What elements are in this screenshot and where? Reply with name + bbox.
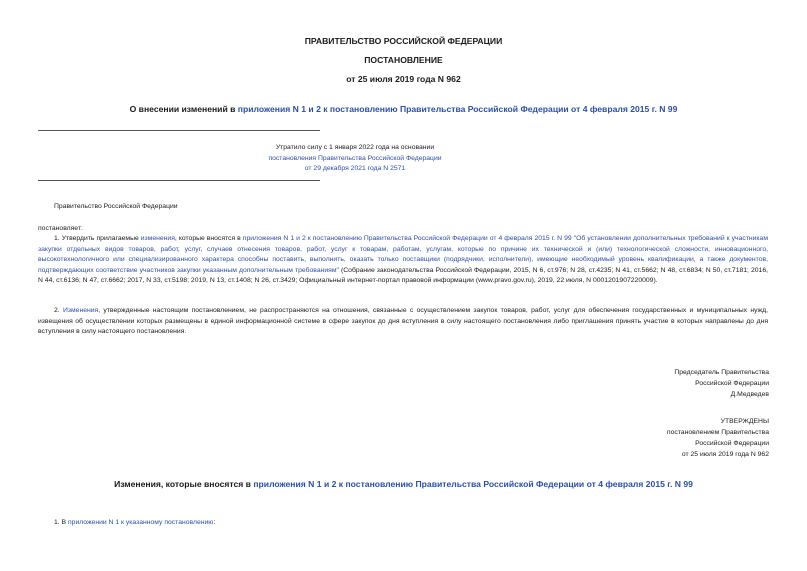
signature-block [674, 367, 769, 400]
document-type: ПОСТАНОВЛЕНИЕ [364, 55, 443, 65]
approval-label: УТВЕРЖДЕНЫ [720, 418, 769, 425]
item1-title-link[interactable]: "Об установлении дополнительных требований к участникам закупки отдельных видов товаров, работ, услуг, случаев отнесения товаров, работ, услуг к товарам, работам, услугам, которые по причине их технической и (или) технологической сложности, инновационного, высокотехнологичного или специализированного характера способны поставить, выполнить, оказать только поставщики (подрядчики, исполнители), имеющие необходимый уровень квалификации, а также документов, подтверждающих соответствие участников закупки указанным дополнительным требованиям" [38, 235, 769, 274]
item2-number: 2. [54, 307, 63, 314]
signature-country: Российской Федерации [695, 380, 769, 387]
annex-item-tail: : [213, 519, 216, 526]
divider-top [38, 130, 320, 131]
annex-item-1 [54, 519, 215, 526]
item1-number: 1. Утвердить прилагаемые [54, 235, 141, 242]
title-prefix: О внесении изменений в [129, 104, 238, 114]
item1-annex-link[interactable]: приложения N 1 и 2 к постановлению Правительства Российской Федерации от 4 февраля 2015 г. N 99 [242, 235, 572, 242]
changes-heading-link[interactable]: приложения N 1 и 2 к постановлению Правительства Российской Федерации от 4 февраля 2015 г. N 99 [253, 479, 693, 489]
approval-line-2: постановлением Правительства [666, 429, 769, 436]
title-annex-link[interactable]: приложения N 1 и 2 к постановлению Правительства Российской Федерации от 4 февраля 2015 г. N 99 [237, 104, 678, 114]
signature-name: Д.Медведев [730, 391, 769, 398]
item2-text: , утвержденные настоящим постановлением, не распространяются на отношения, связанные с осуществлением закупок товаров, работ, услуг для обеспечения государственных и муниципальных нужд, извещения об осуществлении которых размещены в единой информационной системе в сфере закупок до дня вступления в силу настоящего постановления либо приглашения принять участие в которых направлены до дня вступления в силу настоящего постановления. [38, 307, 768, 335]
annex-item-number: 1. В [54, 519, 68, 526]
paragraph-item-1 [38, 234, 768, 287]
changes-heading-prefix: Изменения, которые вносятся в [114, 479, 254, 489]
status-note [200, 143, 510, 175]
approval-date: от 25 июля 2019 года N 962 [681, 451, 769, 458]
item2-changes-link[interactable]: Изменения [62, 307, 99, 314]
status-note-link-line2[interactable]: от 29 декабря 2021 года N 2571 [304, 165, 406, 172]
approval-line-3: Российской Федерации [695, 440, 769, 447]
status-note-text: Утратило силу с 1 января 2022 года на основании [275, 144, 435, 151]
document-title [0, 104, 807, 114]
document-date-number: от 25 июля 2019 года N 962 [346, 74, 461, 84]
item1-changes-link[interactable]: изменения [140, 235, 175, 242]
approval-block [667, 416, 769, 460]
signature-title: Председатель Правительства [674, 369, 769, 376]
body-government: Правительство Российской Федерации [54, 203, 178, 210]
government-header: ПРАВИТЕЛЬСТВО РОССИЙСКОЙ ФЕДЕРАЦИИ [304, 36, 503, 46]
changes-heading [0, 479, 807, 489]
paragraph-item-2 [38, 306, 768, 338]
item1-text-1: , которые вносятся в [174, 235, 243, 242]
item1-tail-text: (Собрание законодательства Российской Федерации, 2015, N 6, ст.976; N 28, ст.4235; N 41, ст.5662; N 48, ст.6834; N 50, ст.7181; 2016, N 44, ст.6136; N 47, ст.6662; 2017, N 33, ст.5198; 2019, N 13, ст.1408; N 26, ст.3429; Официальный интернет-портал правовой информации (www.pravo.gov.ru), 2019, 22 июля, N 0001201907220009). [38, 266, 768, 284]
annex-item-link[interactable]: приложении N 1 к указанному постановлению [67, 519, 214, 526]
body-decides: постановляет: [38, 225, 83, 232]
status-note-link-line1[interactable]: постановления Правительства Российской Федерации [268, 154, 442, 162]
divider-bottom [38, 180, 320, 181]
